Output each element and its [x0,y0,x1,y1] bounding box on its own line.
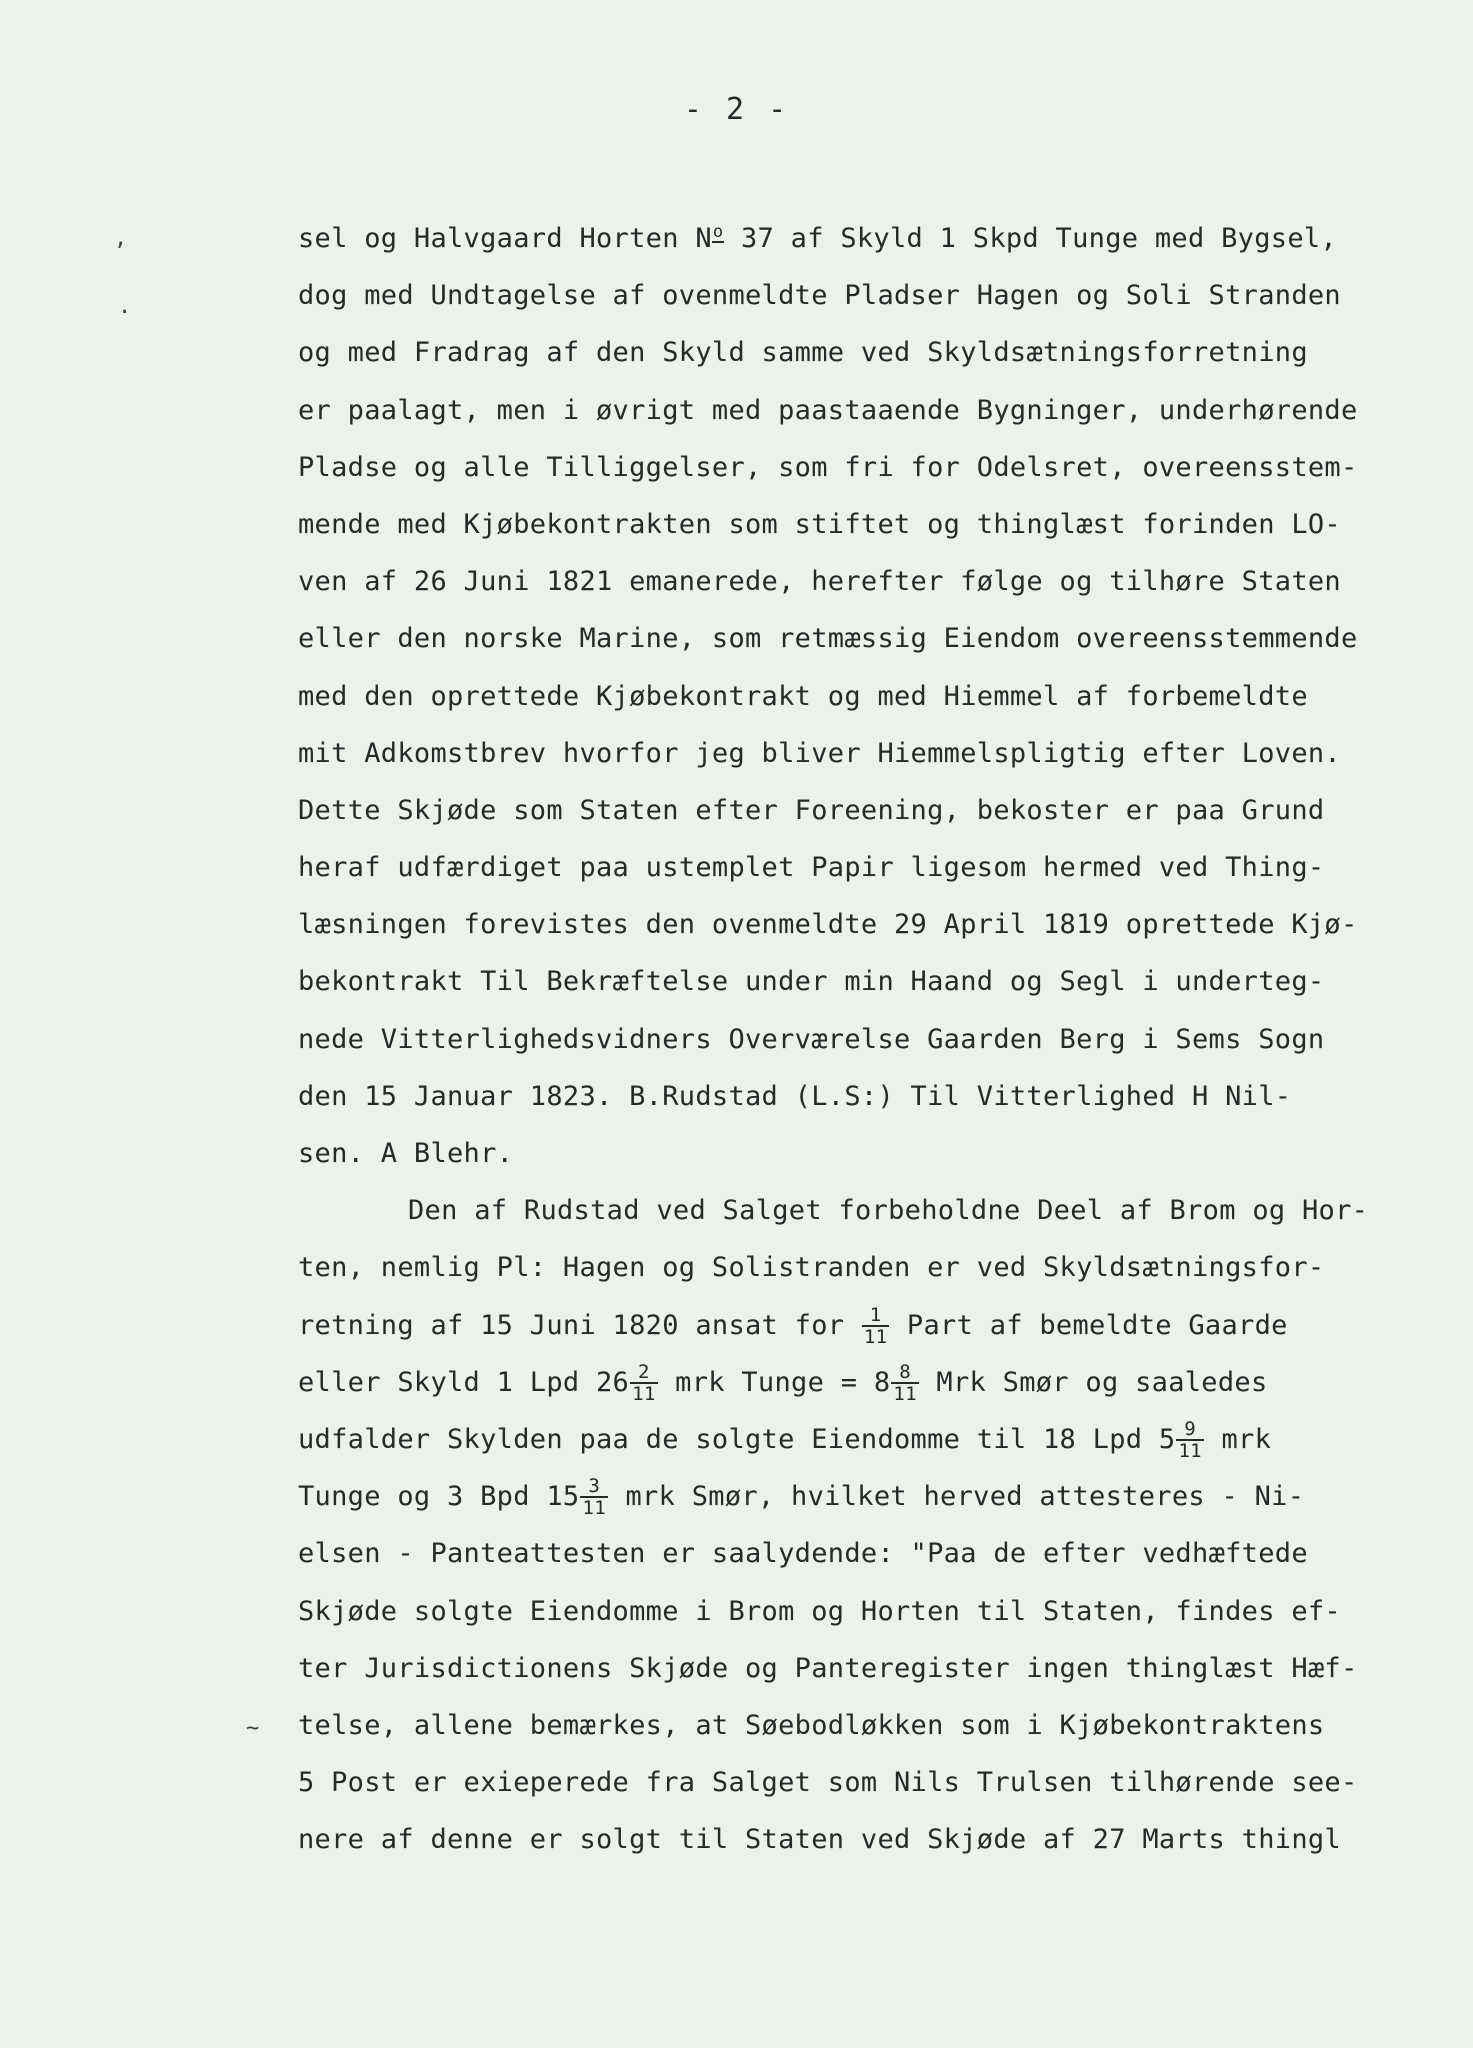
fraction: $\frac{1}{11}$ [863,1303,888,1348]
text-line: med den oprettede Kjøbekontrakt og med Hiemmel af forbemeldte [298,680,1308,712]
text-line: ten, nemlig Pl: Hagen og Solistranden er ved Skyldsætningsfor- [298,1252,1325,1284]
margin-mark: , [114,226,128,251]
text-line: bekontrakt Til Bekræftelse under min Haand og Segl i underteg- [298,966,1325,998]
text-line: mit Adkomstbrev hvorfor jeg bliver Hiemmelspligtig efter Loven. [298,737,1341,769]
margin-mark: ~ [246,1716,260,1741]
text-line: Dette Skjøde som Staten efter Foreening, bekoster er paa Grund [298,794,1325,826]
fraction: $\frac{8}{11}$ [893,1360,917,1405]
fraction: $\frac{9}{11}$ [1178,1417,1202,1462]
text-line: retning af 15 Juni 1820 ansat for $\frac{1}{11}$ Part af bemeldte Gaarde [298,1303,1288,1348]
text-line: 5 Post er exieperede fra Salget som Nils Trulsen tilhørende see- [298,1767,1358,1799]
fraction: $\frac{3}{11}$ [582,1475,606,1520]
text-line: elsen - Panteattesten er saalydende: "Paa de efter vedhæftede [298,1538,1308,1570]
paragraph-first-line: Den af Rudstad ved Salget forbeholdne Deel af Brom og Hor- [408,1195,1369,1227]
document-body [298,210,1428,1868]
text-line: ter Jurisdictionens Skjøde og Panteregister ingen thinglæst Hæf- [298,1652,1358,1684]
text-line: sen. A Blehr. [298,1138,514,1169]
text-line: eller Skyld 1 Lpd 26 $\frac{2}{11}$ mrk Tunge = 8 $\frac{8}{11}$ Mrk Smør og saaledes [298,1360,1268,1405]
text-line: dog med Undtagelse af ovenmeldte Pladser Hagen og Soli Stranden [298,280,1341,312]
text-line: nede Vitterlighedsvidners Overværelse Gaarden Berg i Sems Sogn [298,1023,1325,1055]
text-line: udfalder Skylden paa de solgte Eiendomme til 18 Lpd 5 $\frac{9}{11}$ mrk [298,1417,1272,1462]
text-line: den 15 Januar 1823. B.Rudstad (L.S:) Til Vitterlighed H Nil- [298,1080,1292,1112]
text-line: telse, allene bemærkes, at Søebodløkken som i Kjøbekontraktens [298,1709,1325,1741]
text-line: mende med Kjøbekontrakten som stiftet og thinglæst forinden LO- [298,508,1341,540]
text-line: er paalagt, men i øvrigt med paastaaende Bygninger, underhørende [298,394,1358,426]
fraction: $\frac{2}{11}$ [632,1360,656,1405]
text-line: heraf udfærdiget paa ustemplet Papir ligesom hermed ved Thing- [298,852,1325,884]
text-line: ven af 26 Juni 1821 emanerede, herefter følge og tilhøre Staten [298,566,1341,598]
text-line: og med Fradrag af den Skyld samme ved Skyldsætningsforretning [298,337,1308,369]
text-line: eller den norske Marine, som retmæssig Eiendom overeensstemmende [298,623,1358,655]
page-number: - 2 - [683,92,790,127]
text-line: nere af denne er solgt til Staten ved Skjøde af 27 Marts thingl [298,1824,1341,1856]
text-line: Tunge og 3 Bpd 15 $\frac{3}{11}$ mrk Smør, hvilket herved attesteres - Ni- [298,1475,1305,1520]
text-line: sel og Halvgaard Horten No 37 af Skyld 1 Skpd Tunge med Bygsel, [298,222,1337,254]
margin-mark: . [118,294,132,319]
ordinal-superscript: o [712,222,724,242]
text-line: læsningen forevistes den ovenmeldte 29 April 1819 oprettede Kjø- [298,909,1358,941]
text-line: Skjøde solgte Eiendomme i Brom og Horten til Staten, findes ef- [298,1595,1341,1627]
text-line: Pladse og alle Tilliggelser, som fri for Odelsret, overeensstem- [298,451,1358,483]
